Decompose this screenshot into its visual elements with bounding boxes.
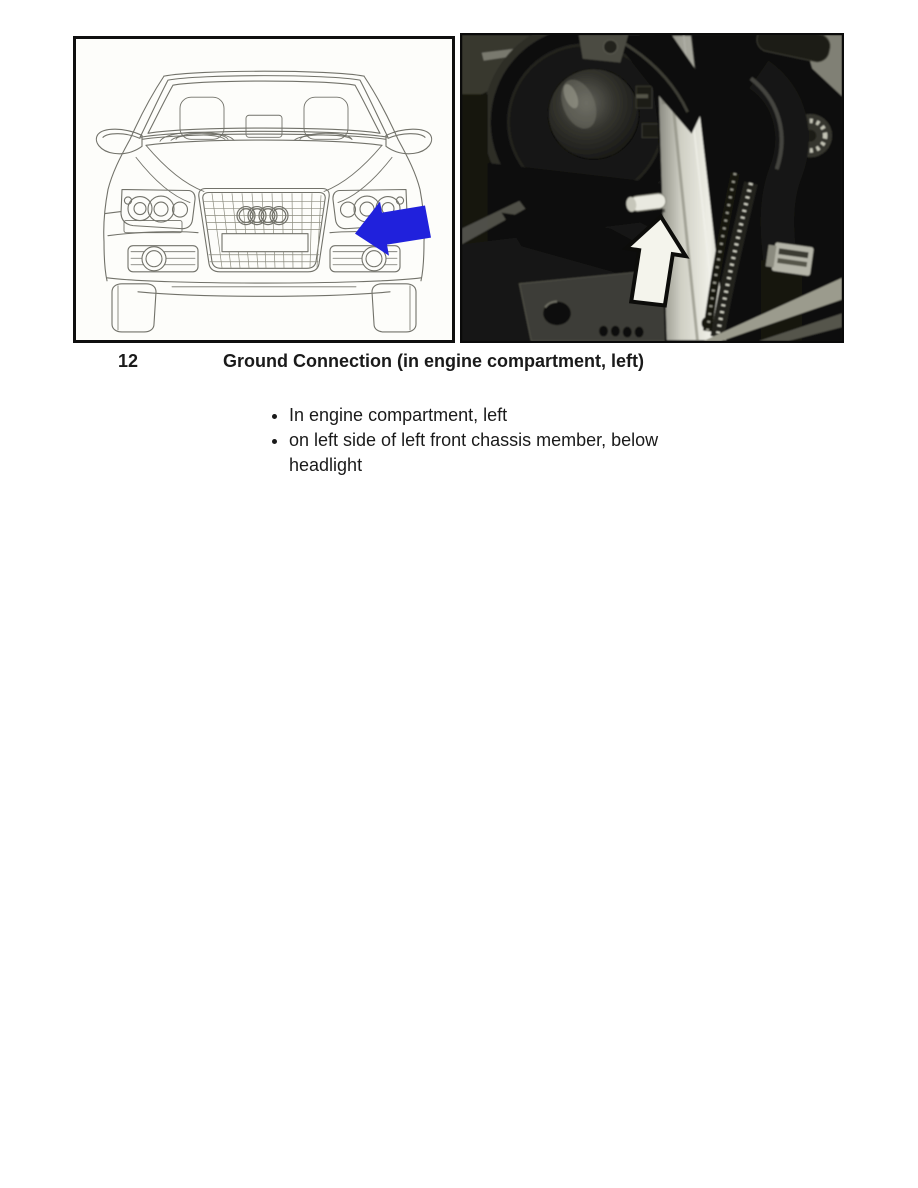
top-bracket — [579, 35, 628, 63]
mirror-left — [96, 129, 142, 154]
grille-mesh — [204, 194, 324, 268]
list-item-line: • In engine compartment, left — [289, 405, 508, 425]
wheels — [112, 284, 416, 332]
grille — [199, 188, 329, 271]
list-item-line: headlight — [289, 455, 363, 475]
entry-number: 12 — [118, 351, 139, 371]
engine-compartment-photo — [460, 33, 844, 343]
list-item-line: • on left side of left front chassis member, below — [289, 430, 659, 450]
list-item — [289, 428, 749, 478]
wheel-right — [372, 284, 416, 332]
entry-title: Ground Connection (in engine compartment, left) — [223, 351, 644, 371]
license-plate — [222, 234, 308, 252]
car-front-line-drawing — [76, 39, 452, 340]
car-interior — [160, 97, 352, 141]
headlight-left — [121, 190, 195, 229]
mirror-right — [386, 129, 432, 154]
hose-clamp — [765, 241, 814, 277]
fog-lamp-left — [128, 246, 198, 272]
list-item — [289, 403, 749, 428]
blue-location-arrow-icon — [355, 202, 431, 256]
car-location-diagram — [73, 36, 455, 343]
fog-lamp-right — [330, 246, 400, 272]
location-details-list — [268, 403, 749, 478]
side-mirrors — [96, 129, 431, 154]
hood-creases — [136, 145, 392, 202]
engine-photo-rendering — [462, 35, 842, 341]
wheel-left — [112, 284, 156, 332]
